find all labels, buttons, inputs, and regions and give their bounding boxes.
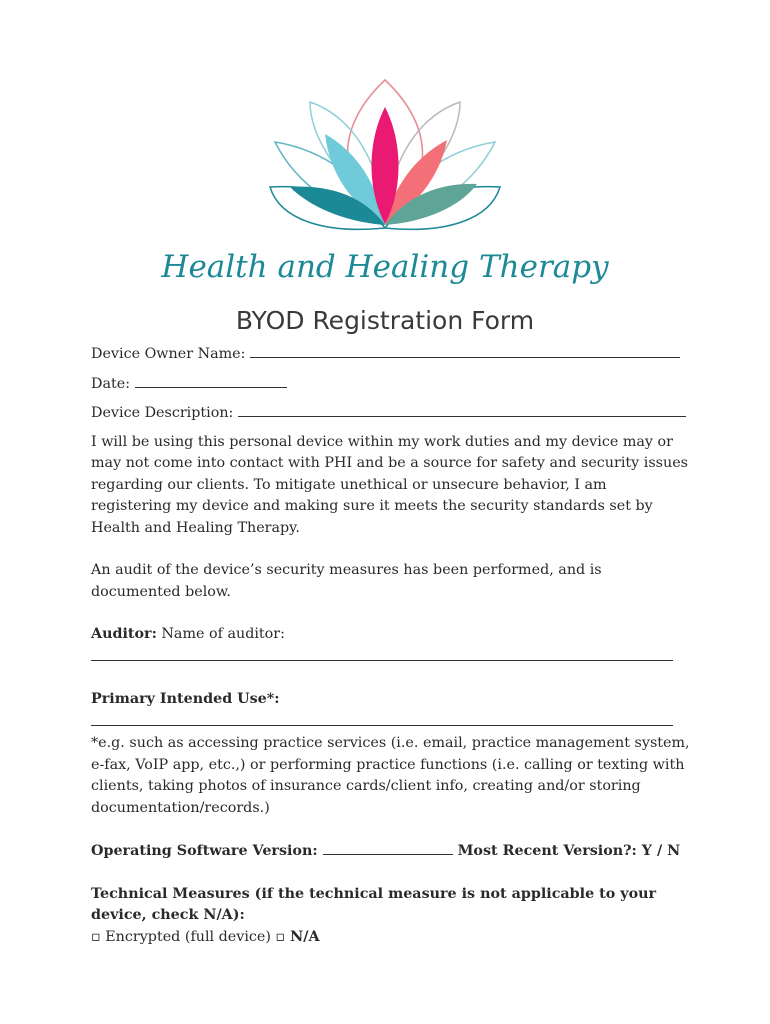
statement-line: I will be using this personal device within my work duties and my device may or: [91, 433, 673, 450]
description-field[interactable]: [238, 402, 686, 417]
logo-text: Health and Healing Therapy: [161, 249, 609, 285]
primary-use-field[interactable]: [91, 711, 673, 726]
form-title: BYOD Registration Form: [235, 306, 535, 335]
statement-line: regarding our clients. To mitigate unethical or unsecure behavior, I am: [91, 476, 607, 493]
os-version-field[interactable]: [323, 840, 453, 855]
primary-use-note: clients, taking photos of insurance cards/client info, creating and/or storing: [91, 778, 641, 794]
primary-use-label: Primary Intended Use*:: [91, 691, 280, 707]
technical-heading: device, check N/A):: [91, 907, 245, 923]
date-row: [91, 373, 681, 396]
date-field[interactable]: [135, 373, 287, 388]
encrypted-row: [91, 927, 681, 949]
os-version-row: [91, 840, 681, 863]
encrypted-checkbox[interactable]: ▫: [91, 928, 101, 945]
description-label: Device Description:: [91, 405, 238, 421]
audit-line: documented below.: [91, 583, 231, 600]
date-label: Date:: [91, 375, 135, 392]
na-checkbox[interactable]: ▫: [275, 928, 286, 945]
statement-line: may not come into contact with PHI and be a source for safety and security issues: [91, 455, 689, 471]
na-label: N/A: [285, 928, 320, 945]
technical-heading: Technical Measures (if the technical measure is not applicable to your: [91, 885, 657, 902]
owner-name-row: [91, 343, 681, 366]
statement-line: registering my device and making sure it meets the security standards set by: [91, 498, 653, 514]
lotus-icon: [161, 72, 609, 292]
primary-use-note: e-fax, VoIP app, etc.,) or performing practice functions (i.e. calling or texting with: [91, 756, 685, 773]
recent-version-label: Most Recent Version?: Y / N: [452, 843, 681, 859]
auditor-value: Name of auditor:: [156, 626, 285, 642]
statement-line: Health and Healing Therapy.: [91, 519, 300, 536]
owner-name-label: Device Owner Name:: [91, 346, 251, 362]
primary-use-note: documentation/records.): [91, 799, 270, 816]
logo: [161, 72, 609, 292]
auditor-label: Auditor:: [91, 626, 157, 642]
audit-line: An audit of the device’s security measures has been performed, and is: [91, 562, 602, 578]
primary-use-note: *e.g. such as accessing practice services (i.e. email, practice management system,: [91, 735, 690, 751]
auditor-row: [91, 646, 681, 669]
encrypted-label: Encrypted (full device): [100, 928, 276, 945]
description-row: [91, 402, 681, 425]
owner-name-field[interactable]: [250, 343, 680, 358]
primary-use-row: [91, 711, 681, 734]
form-body: [91, 343, 690, 948]
os-version-label: Operating Software Version:: [91, 843, 323, 859]
auditor-field[interactable]: [91, 646, 673, 661]
auditor-row: [91, 624, 681, 646]
